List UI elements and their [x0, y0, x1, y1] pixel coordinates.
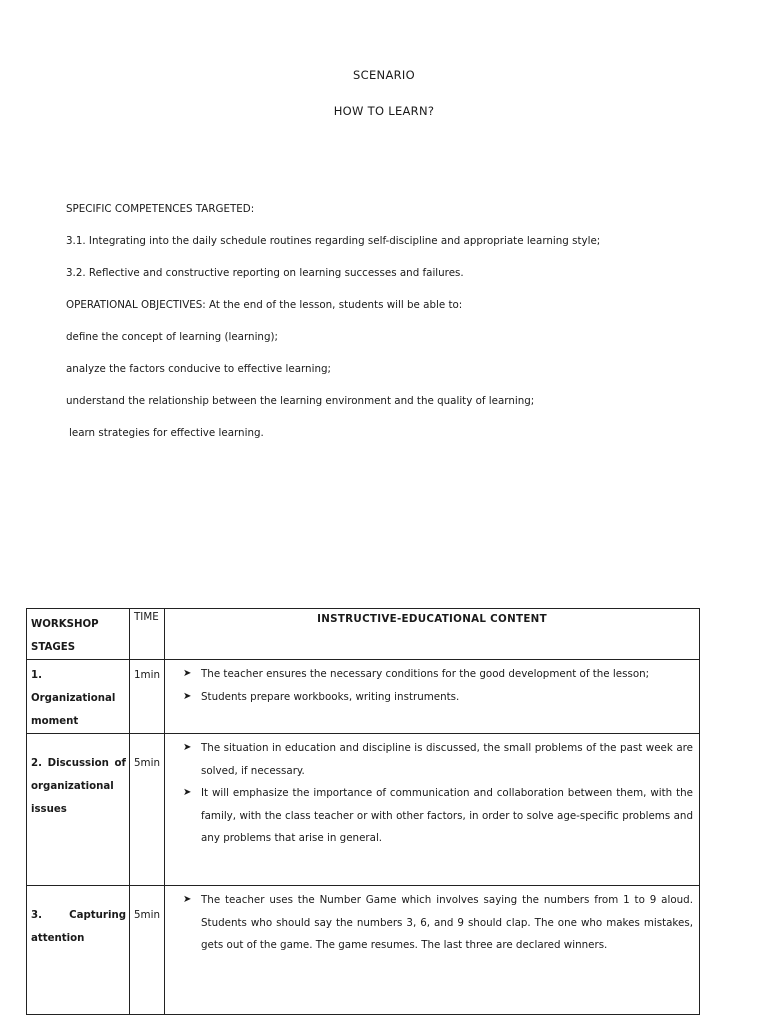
time-cell: [130, 734, 165, 886]
header-time-cell: [130, 609, 165, 660]
stage-label: 2. Discussion of: [31, 758, 126, 769]
header-stage-cell: [27, 609, 130, 660]
header-content-cell: [165, 609, 700, 660]
document-title: SCENARIO: [353, 68, 415, 82]
table-row: [27, 734, 700, 886]
content-bullet-list: [165, 734, 699, 850]
list-item: ➤ The teacher ensures the necessary conditions for the good development of the lesson;: [183, 663, 693, 686]
stage-cell: [27, 734, 130, 886]
list-item: ➤ The situation in education and discipline is discussed, the small problems of the past week are solved, if necessary.: [183, 737, 693, 782]
time-value: 1min: [134, 669, 160, 681]
time-value: 5min: [134, 909, 160, 921]
content-bullet-list: [165, 660, 699, 708]
content-cell: [165, 660, 700, 734]
header-content-label: INSTRUCTIVE-EDUCATIONAL CONTENT: [317, 613, 547, 625]
content-cell: [165, 886, 700, 1015]
competences-heading: SPECIFIC COMPETENCES TARGETED:: [66, 203, 255, 215]
objective-item: define the concept of learning (learning);: [66, 331, 278, 343]
arrow-bullet-icon: ➤: [183, 668, 192, 679]
stage-cell: [27, 886, 130, 1015]
competence-item: 3.2. Reflective and constructive reporting on learning successes and failures.: [66, 267, 464, 279]
arrow-bullet-icon: ➤: [183, 742, 192, 753]
table-header-row: [27, 609, 700, 660]
content-cell: [165, 734, 700, 886]
content-bullet-list: [165, 886, 699, 957]
time-value: 5min: [134, 757, 160, 769]
header-stage-label: STAGES: [31, 642, 76, 653]
objectives-heading: OPERATIONAL OBJECTIVES: At the end of the lesson, students will be able to:: [66, 299, 463, 311]
stage-label: 3. Capturing: [31, 910, 126, 921]
stage-label: 1. Organizational: [31, 670, 116, 704]
objective-item: analyze the factors conducive to effective learning;: [66, 363, 331, 375]
objective-item: understand the relationship between the learning environment and the quality of learning;: [66, 395, 535, 407]
time-cell: [130, 886, 165, 1015]
stage-label: issues: [31, 804, 67, 815]
workshop-table: [26, 608, 700, 1015]
stage-label: attention: [31, 933, 85, 944]
stage-label: organizational: [31, 781, 114, 792]
competence-item: 3.1. Integrating into the daily schedule routines regarding self-discipline and appropriate learning style;: [66, 235, 601, 247]
table-row: [27, 660, 700, 734]
objective-item: learn strategies for effective learning.: [69, 427, 264, 439]
header-stage-label: WORKSHOP: [31, 619, 99, 630]
arrow-bullet-icon: ➤: [183, 690, 192, 702]
stage-label: moment: [31, 716, 79, 727]
arrow-bullet-icon: ➤: [183, 787, 192, 798]
list-item: ➤ Students prepare workbooks, writing instruments.: [183, 686, 693, 709]
header-time-label: TIME: [134, 611, 159, 623]
list-item: ➤ The teacher uses the Number Game which involves saying the numbers from 1 to 9 aloud. Students who should say the numbers 3, 6, and 9 should clap. The one who makes mistakes, gets out of the game. The game resumes. The last three are declared winners.: [183, 889, 693, 957]
time-cell: [130, 660, 165, 734]
document-subtitle: HOW TO LEARN?: [333, 104, 435, 118]
list-item: ➤ It will emphasize the importance of communication and collaboration between them, with the family, with the class teacher or with other factors, in order to solve age-specific problems and any problems that arise in general.: [183, 782, 693, 850]
table-row: [27, 886, 700, 1015]
stage-cell: [27, 660, 130, 734]
arrow-bullet-icon: ➤: [183, 894, 192, 905]
